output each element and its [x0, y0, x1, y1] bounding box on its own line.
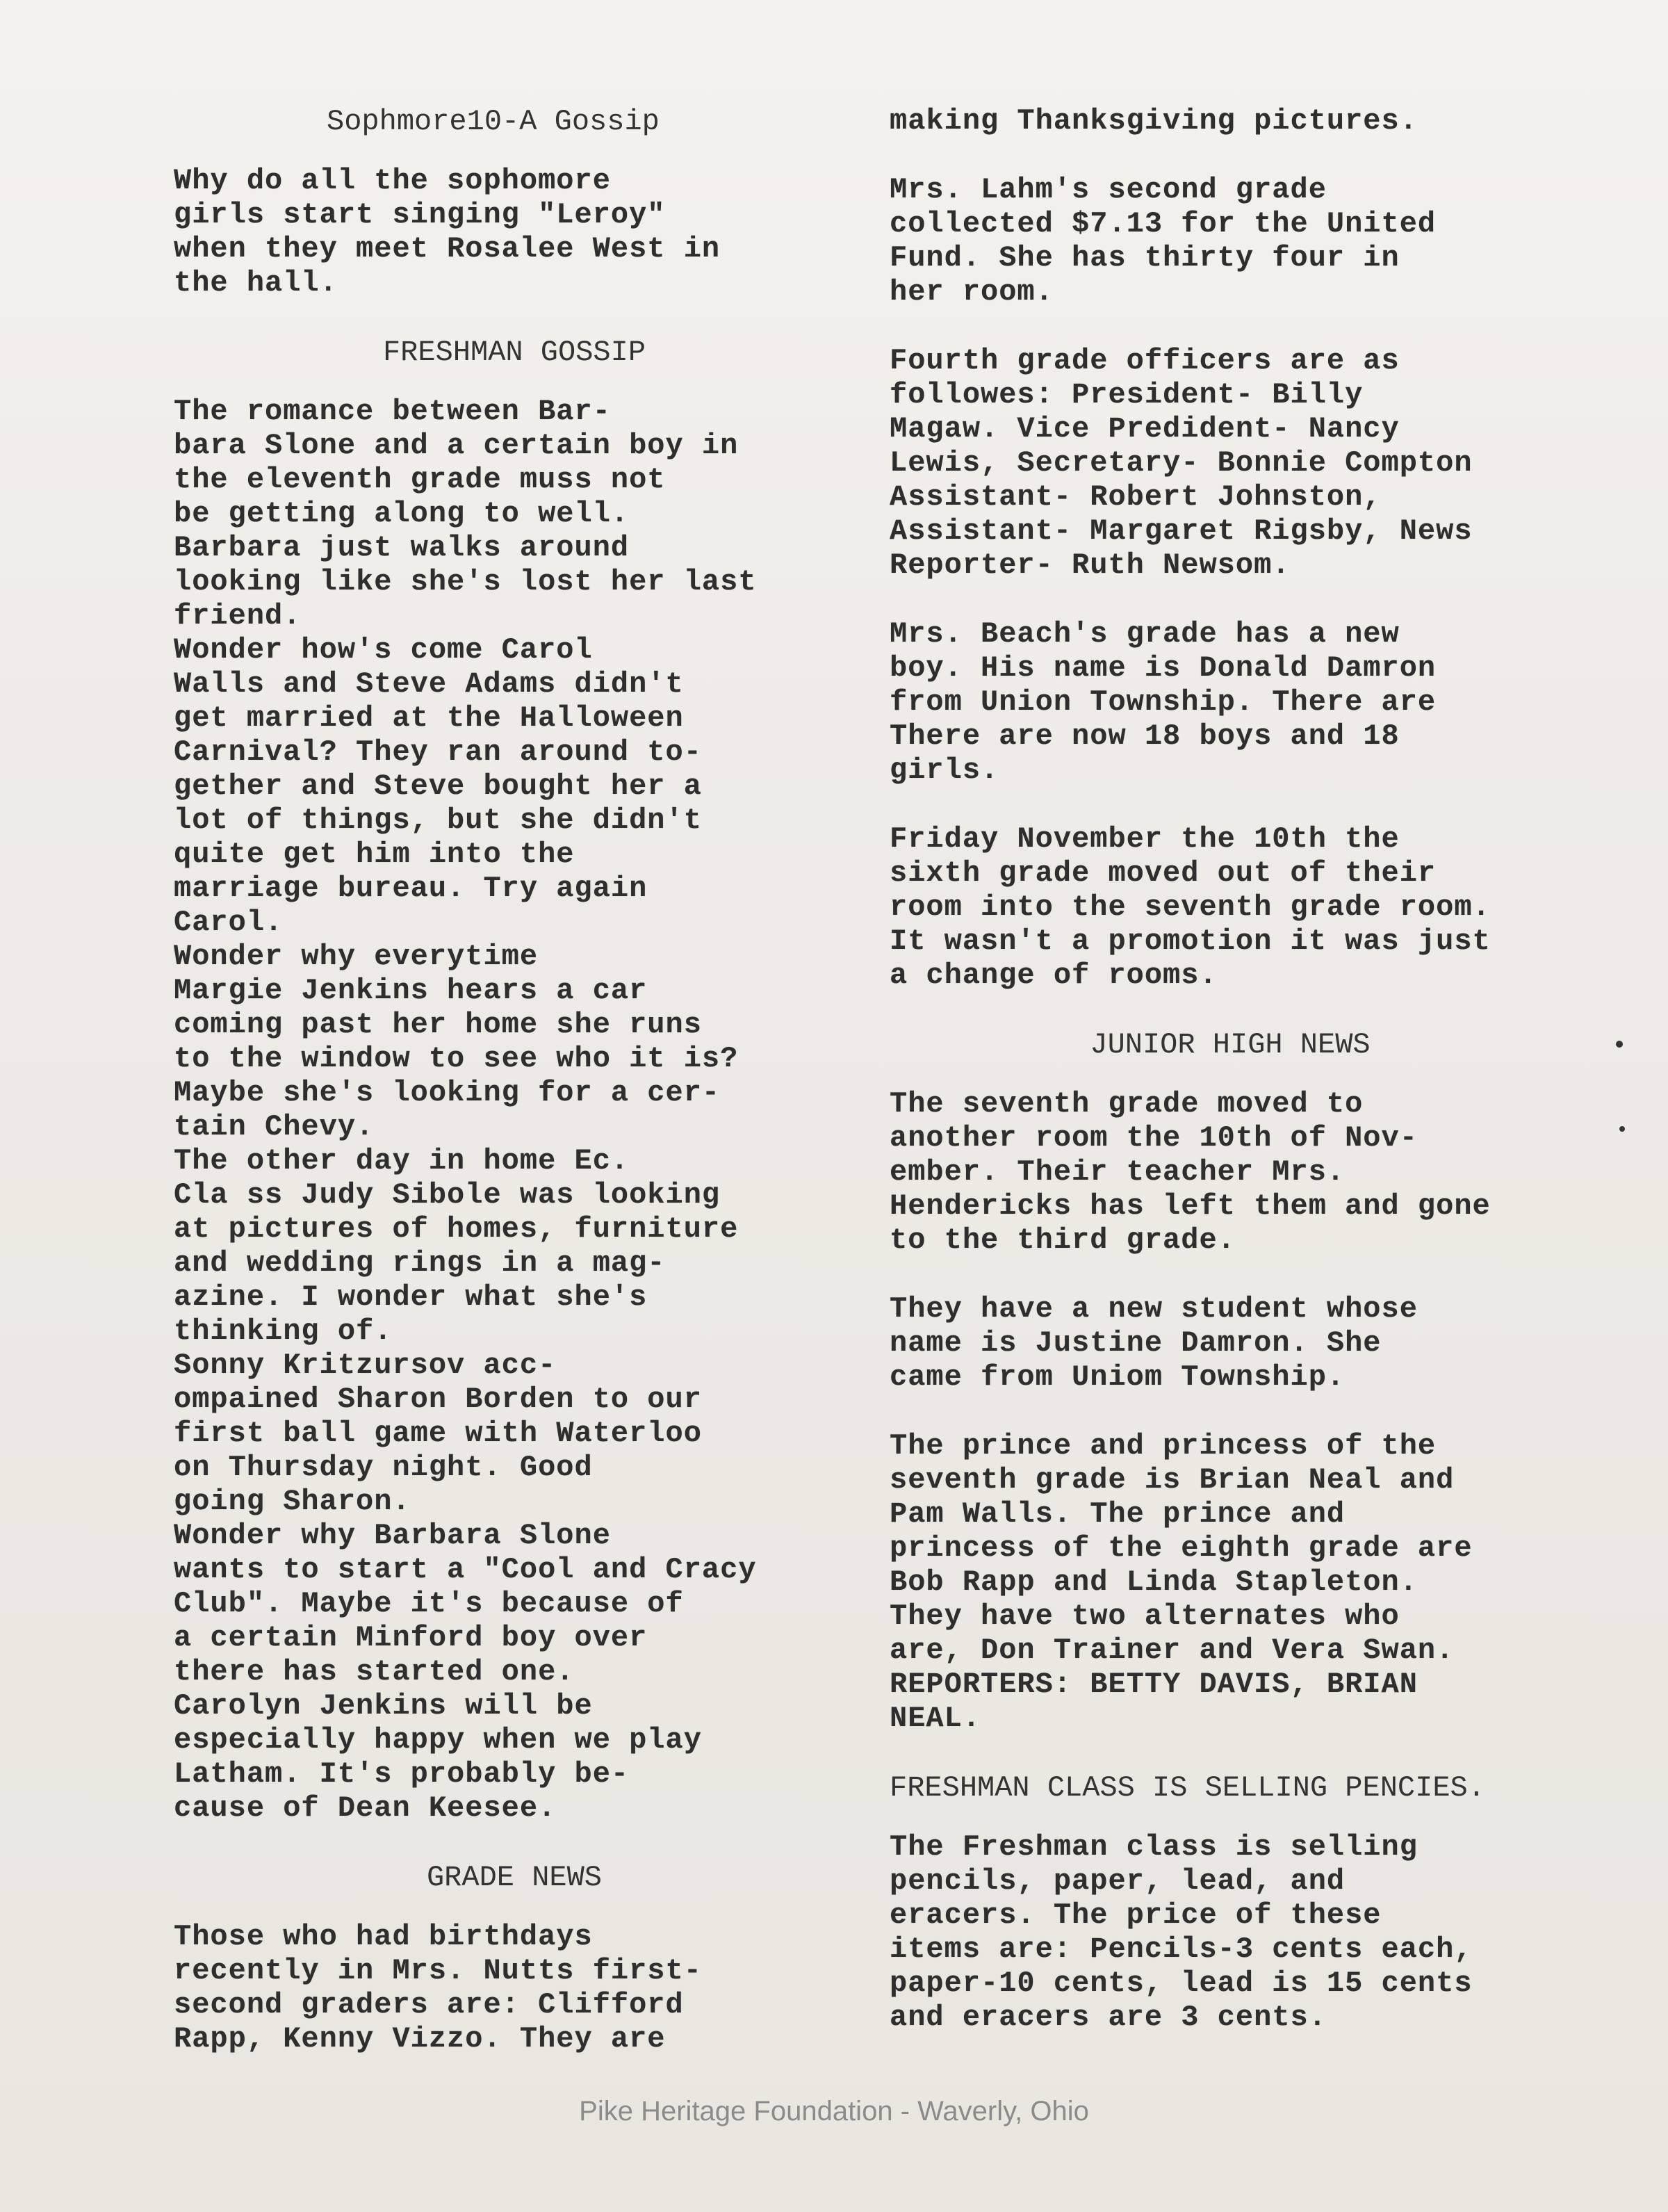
sophomore-paragraph: Why do all the sophomore girls start singing "Leroy" when they meet Rosalee West in the hall. [174, 164, 721, 300]
grade-news-continued-1: making Thanksgiving pictures. [890, 104, 1418, 138]
ink-dot-mark [1619, 1126, 1625, 1132]
grade-news-continued-5: Friday November the 10th the sixth grade moved out of their room into the seventh grade room. It wasn't a promotion it was just a change of rooms. [890, 822, 1491, 992]
junior-high-paragraph-2: They have a new student whose name is Justine Damron. She came from Uniom Township. [890, 1292, 1418, 1394]
junior-high-news-title: JUNIOR HIGH NEWS [1090, 1028, 1371, 1062]
freshman-paragraph-3: Wonder why everytime Margie Jenkins hears a car coming past her home she runs to the window to see who it is? Maybe she's looking for a cer- tain Chevy. [174, 940, 739, 1144]
left-column [174, 104, 855, 2091]
grade-news-title: GRADE NEWS [426, 1861, 603, 1894]
pencils-paragraph: The Freshman class is selling pencils, paper, lead, and eracers. The price of these items are: Pencils-3 cents each, paper-10 cents, lead is 15 cents and eracers are 3 cents. [890, 1830, 1473, 2034]
freshman-paragraph-7: Carolyn Jenkins will be especially happy when we play Latham. It's probably be- cause of Dean Keesee. [174, 1689, 702, 1825]
right-column [890, 104, 1571, 2069]
junior-high-paragraph-3: The prince and princess of the seventh grade is Brian Neal and Pam Walls. The prince and princess of the eighth grade are Bob Rapp and Linda Stapleton. They have two alternates who are, Don Trainer and Vera Swan. REPORTERS: BETTY DAVIS, BRIAN NEAL. [890, 1429, 1473, 1735]
pencils-title: FRESHMAN CLASS IS SELLING PENCIES. [890, 1771, 1485, 1805]
sophomore-gossip-title: Sophmore10-A Gossip [327, 105, 660, 138]
ink-dot-mark [1616, 1041, 1623, 1048]
grade-news-paragraph: Those who had birthdays recently in Mrs. Nutts first- second graders are: Clifford Rapp, Kenny Vizzo. They are [174, 1920, 702, 2056]
grade-news-continued-4: Mrs. Beach's grade has a new boy. His name is Donald Damron from Union Township. There are There are now 18 boys and 18 girls. [890, 617, 1437, 787]
grade-news-continued-2: Mrs. Lahm's second grade collected $7.13 for the United Fund. She has thirty four in her room. [890, 173, 1437, 309]
freshman-paragraph-4: The other day in home Ec. Cla ss Judy Sibole was looking at pictures of homes, furniture and wedding rings in a mag- azine. I wonder what she's thinking of. [174, 1144, 739, 1348]
footer-watermark: Pike Heritage Foundation - Waverly, Ohio [579, 2096, 1089, 2126]
freshman-paragraph-6: Wonder why Barbara Slone wants to start a "Cool and Cracy Club". Maybe it's because of a certain Minford boy over there has started one. [174, 1519, 757, 1689]
freshman-gossip-title: FRESHMAN GOSSIP [382, 336, 646, 369]
grade-news-continued-3: Fourth grade officers are as followes: President- Billy Magaw. Vice Predident- Nancy Lewis, Secretary- Bonnie Compton Assistant- Robert Johnston, Assistant- Margaret Rigsby, News Reporter- Ruth Newsom. [890, 344, 1473, 582]
freshman-paragraph-5: Sonny Kritzursov acc- ompained Sharon Borden to our first ball game with Waterloo on Thursday night. Good going Sharon. [174, 1349, 702, 1518]
freshman-paragraph-1: The romance between Bar- bara Slone and a certain boy in the eleventh grade muss not be getting along to well. Barbara just walks around looking like she's lost her last friend. [174, 395, 757, 633]
freshman-paragraph-2: Wonder how's come Carol Walls and Steve Adams didn't get married at the Halloween Carnival? They ran around to- gether and Steve bought her a lot of things, but she didn't quite get him into the marriage bureau. Try again Carol. [174, 633, 702, 939]
junior-high-paragraph-1: The seventh grade moved to another room the 10th of Nov- ember. Their teacher Mrs. Hendericks has left them and gone to the third grade. [890, 1087, 1491, 1257]
